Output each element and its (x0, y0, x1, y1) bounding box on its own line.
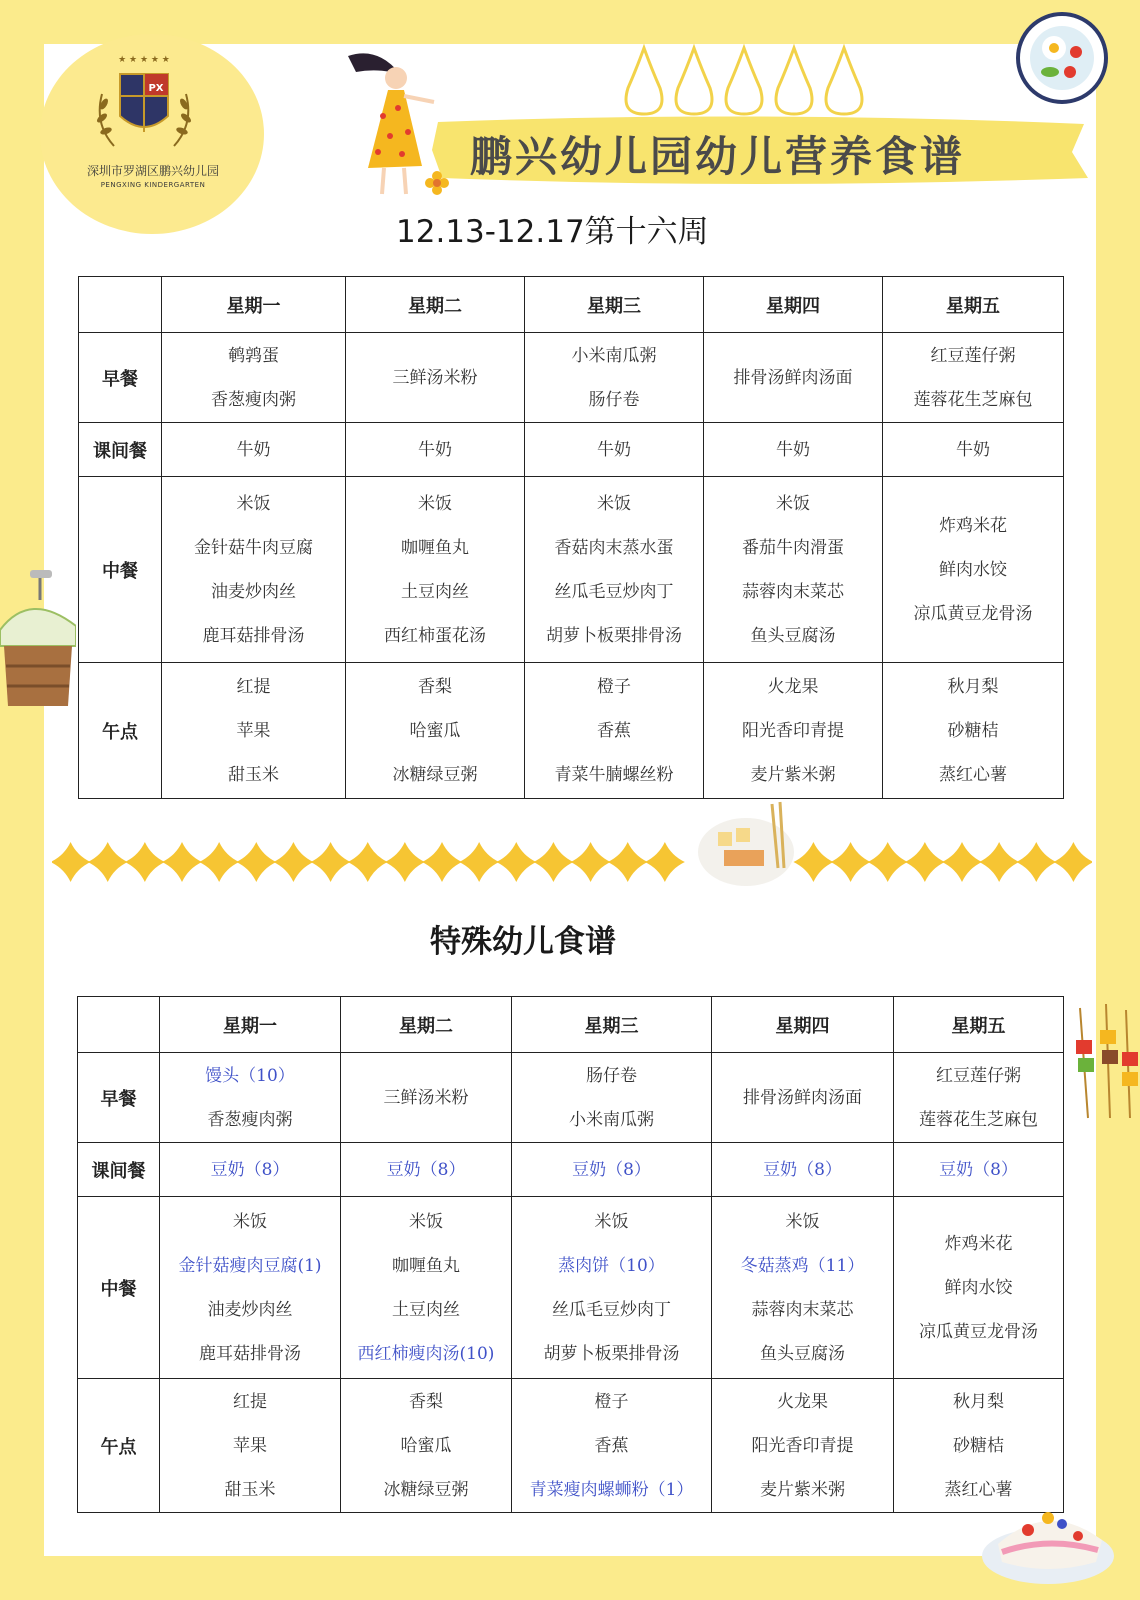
dish-item: 蒸红心薯 (939, 764, 1007, 785)
dish-item: 火龙果 (777, 1391, 828, 1412)
day-header: 星期二 (341, 997, 512, 1053)
dish-item: 秋月梨 (953, 1391, 1004, 1412)
dish-item: 米饭 (594, 1211, 629, 1232)
dish-item: 油麦炒肉丝 (211, 581, 296, 602)
dish-item: 三鲜汤米粉 (383, 1087, 469, 1108)
logo-badge-text: PX (148, 83, 164, 94)
dish-item: 咖喱鱼丸 (392, 1255, 460, 1276)
menu-cell (712, 1053, 894, 1143)
corner-cell (78, 997, 160, 1053)
menu-cell (894, 1143, 1064, 1197)
dish-item: 小米南瓜粥 (571, 345, 657, 366)
page-title: 鹏兴幼儿园幼儿营养食谱 (470, 132, 966, 181)
menu-cell (160, 1143, 341, 1197)
dish-item: 米饭 (409, 1211, 443, 1232)
special-menu-title: 特殊幼儿食谱 (430, 924, 616, 960)
star-shape (236, 842, 276, 882)
dish-item: 火龙果 (767, 676, 819, 697)
menu-cell (160, 1197, 341, 1379)
dish-item: 排骨汤鲜肉汤面 (743, 1087, 862, 1108)
dish-item: 米饭 (776, 493, 810, 514)
dish-item: 苹果 (236, 720, 271, 741)
dish-item: 肠仔卷 (586, 1065, 637, 1086)
meal-row (78, 1053, 1064, 1143)
menu-cell (162, 423, 346, 477)
star-shape (496, 842, 536, 882)
dish-item: 丝瓜毛豆炒肉丁 (554, 581, 674, 602)
dish-item: 鹿耳菇排骨汤 (199, 1343, 301, 1364)
day-header: 星期四 (704, 277, 883, 333)
dish-item: 米饭 (418, 493, 452, 514)
menu-cell (712, 1197, 894, 1379)
dish-item: 蒸红心薯 (944, 1479, 1013, 1500)
day-header: 星期二 (346, 277, 525, 333)
menu-cell (704, 477, 883, 663)
day-header: 星期五 (894, 997, 1064, 1053)
menu-cell (525, 663, 704, 799)
menu-cell (525, 333, 704, 423)
meal-label: 课间餐 (78, 1143, 160, 1197)
menu-cell (704, 663, 883, 799)
dish-item: 苹果 (233, 1435, 267, 1456)
dish-item: 阳光香印青提 (742, 720, 844, 741)
school-name-en: PENGXING KINDERGARTEN (100, 181, 206, 189)
menu-cell (512, 1197, 712, 1379)
menu-cell (712, 1143, 894, 1197)
dish-item: 油麦炒肉丝 (207, 1299, 293, 1320)
menu-cell (346, 423, 525, 477)
dish-item: 金针菇牛肉豆腐 (194, 537, 313, 558)
star-shape (422, 842, 462, 882)
dish-item: 牛奶 (418, 439, 452, 460)
dish-item: 米饭 (597, 493, 631, 514)
star-shape (979, 842, 1019, 882)
flower-icon (422, 168, 452, 198)
dish-item: 排骨汤鲜肉汤面 (733, 367, 853, 388)
dish-item: 甜玉米 (224, 1479, 276, 1500)
menu-cell (704, 423, 883, 477)
menu-cell (512, 1379, 712, 1513)
dish-item: 莲蓉花生芝麻包 (913, 389, 1033, 410)
dish-item: 鱼头豆腐汤 (750, 625, 836, 646)
star-shape (385, 842, 425, 882)
week-label: 12.13-12.17第十六周 (396, 214, 709, 250)
menu-cell (341, 1379, 512, 1513)
star-shape (1053, 842, 1092, 882)
salad-plate-illustration (1010, 8, 1110, 108)
dish-item: 红豆莲仔粥 (930, 345, 1016, 366)
dish-item: 凉瓜黄豆龙骨汤 (919, 1321, 1038, 1342)
dish-item: 豆奶（8） (939, 1159, 1018, 1180)
meal-label: 午点 (78, 1379, 160, 1513)
cake-plate-illustration (978, 1490, 1118, 1590)
dish-item: 橙子 (594, 1391, 629, 1412)
dish-item: 牛奶 (776, 439, 810, 460)
dish-item: 凉瓜黄豆龙骨汤 (913, 603, 1033, 624)
meal-row (79, 477, 1064, 663)
dish-item: 土豆肉丝 (392, 1299, 460, 1320)
day-header: 星期四 (712, 997, 894, 1053)
dish-item: 馒头（10） (205, 1065, 295, 1086)
star-shape (162, 842, 202, 882)
star-shape (905, 842, 945, 882)
star-shape (459, 842, 499, 882)
dish-item: 红豆莲仔粥 (936, 1065, 1021, 1086)
kebab-skewers-illustration (1066, 1000, 1140, 1120)
menu-cell (883, 663, 1064, 799)
menu-cell (512, 1143, 712, 1197)
dish-item: 香葱瘦肉粥 (207, 1109, 293, 1130)
meal-row (78, 1379, 1064, 1513)
menu-cell (341, 1143, 512, 1197)
dish-item: 莲蓉花生芝麻包 (919, 1109, 1038, 1130)
menu-cell (894, 1053, 1064, 1143)
dish-item: 牛奶 (597, 439, 631, 460)
corner-cell (79, 277, 162, 333)
dish-item: 豆奶（8） (763, 1159, 842, 1180)
dish-item: 胡萝卜板栗排骨汤 (543, 1343, 680, 1364)
dish-item: 冰糖绿豆粥 (392, 764, 478, 785)
menu-cell (512, 1053, 712, 1143)
star-shape (311, 842, 351, 882)
dish-item: 砂糖桔 (953, 1435, 1004, 1456)
dish-item: 香蕉 (597, 720, 631, 741)
dish-item: 西红柿蛋花汤 (384, 625, 486, 646)
star-divider (52, 840, 1092, 884)
meal-row (78, 1197, 1064, 1379)
star-shape (608, 842, 648, 882)
star-shape (1016, 842, 1056, 882)
dish-item: 青菜牛腩螺丝粉 (554, 764, 674, 785)
star-shape (88, 842, 128, 882)
dish-item: 番茄牛肉滑蛋 (742, 537, 844, 558)
day-header: 星期一 (160, 997, 341, 1053)
dish-item: 冰糖绿豆粥 (383, 1479, 469, 1500)
special-menu-table (77, 996, 1064, 1513)
meal-label: 早餐 (79, 333, 162, 423)
dish-item: 土豆肉丝 (401, 581, 469, 602)
dish-item: 米饭 (233, 1211, 267, 1232)
dish-item: 鱼头豆腐汤 (760, 1343, 845, 1364)
dish-item: 豆奶（8） (572, 1159, 651, 1180)
meal-row (79, 423, 1064, 477)
skewer-plate-illustration (694, 798, 804, 892)
dish-item: 香菇肉末蒸水蛋 (554, 537, 674, 558)
dish-item: 冬菇蒸鸡（11） (740, 1255, 865, 1276)
dish-item: 鲜肉水饺 (939, 559, 1007, 580)
meal-label: 课间餐 (79, 423, 162, 477)
star-shape (571, 842, 611, 882)
dish-item: 蒜蓉肉末菜芯 (751, 1299, 854, 1320)
menu-cell (883, 477, 1064, 663)
meal-label: 早餐 (78, 1053, 160, 1143)
star-shape (868, 842, 908, 882)
menu-cell (160, 1053, 341, 1143)
dish-item: 鲜肉水饺 (944, 1277, 1013, 1298)
dumpling-basket-illustration (0, 570, 76, 710)
svg-text:★ ★ ★ ★ ★: ★ ★ ★ ★ ★ (118, 55, 170, 65)
menu-cell (883, 423, 1064, 477)
menu-cell (162, 333, 346, 423)
day-header: 星期五 (883, 277, 1064, 333)
dish-item: 哈蜜瓜 (400, 1435, 452, 1456)
dish-item: 鹌鹑蛋 (228, 345, 279, 366)
menu-cell (712, 1379, 894, 1513)
star-shape (125, 842, 165, 882)
menu-cell (525, 477, 704, 663)
dish-item: 金针菇瘦肉豆腐(1) (178, 1255, 322, 1276)
dish-item: 秋月梨 (947, 676, 999, 697)
dish-item: 红提 (236, 676, 271, 697)
star-shape (942, 842, 982, 882)
menu-cell (704, 333, 883, 423)
dish-item: 蒜蓉肉末菜芯 (742, 581, 844, 602)
menu-cell (346, 333, 525, 423)
menu-cell (162, 477, 346, 663)
menu-cell (341, 1053, 512, 1143)
dish-item: 丝瓜毛豆炒肉丁 (552, 1299, 671, 1320)
dish-item: 香葱瘦肉粥 (211, 389, 296, 410)
star-shape (831, 842, 871, 882)
meal-row (79, 333, 1064, 423)
meal-label: 午点 (79, 663, 162, 799)
regular-menu-table (78, 276, 1064, 799)
dish-item: 米饭 (785, 1211, 820, 1232)
dish-item: 砂糖桔 (947, 720, 999, 741)
dish-item: 蒸肉饼（10） (558, 1255, 665, 1276)
dish-item: 豆奶（8） (386, 1159, 466, 1180)
dish-item: 红提 (233, 1391, 267, 1412)
school-name-cn: 深圳市罗湖区鹏兴幼儿园 (86, 164, 219, 178)
dish-item: 麦片紫米粥 (750, 764, 836, 785)
star-shape (348, 842, 388, 882)
dish-item: 香梨 (409, 1391, 443, 1412)
meal-label: 中餐 (79, 477, 162, 663)
star-shape (199, 842, 239, 882)
meal-label: 中餐 (78, 1197, 160, 1379)
dish-item: 胡萝卜板栗排骨汤 (546, 625, 682, 646)
dish-item: 鹿耳菇排骨汤 (202, 625, 305, 646)
dish-item: 牛奶 (236, 439, 271, 460)
star-shape (645, 842, 685, 882)
dish-item: 牛奶 (956, 439, 990, 460)
menu-cell (894, 1197, 1064, 1379)
dish-item: 橙子 (597, 676, 631, 697)
menu-cell (162, 663, 346, 799)
dish-item: 西红柿瘦肉汤(10) (357, 1343, 495, 1364)
dish-item: 小米南瓜粥 (569, 1109, 654, 1130)
dish-item: 香梨 (418, 676, 452, 697)
dish-item: 肠仔卷 (588, 389, 640, 410)
dish-item: 甜玉米 (228, 764, 279, 785)
day-header: 星期三 (512, 997, 712, 1053)
dish-item: 香蕉 (594, 1435, 629, 1456)
star-shape (533, 842, 573, 882)
dish-item: 米饭 (236, 493, 271, 514)
menu-cell (346, 663, 525, 799)
dish-item: 炸鸡米花 (944, 1233, 1013, 1254)
dish-item: 阳光香印青提 (751, 1435, 854, 1456)
school-laurel-logo (44, 34, 244, 164)
dish-item: 豆奶（8） (210, 1159, 290, 1180)
menu-cell (525, 423, 704, 477)
dish-item: 炸鸡米花 (939, 515, 1007, 536)
day-header: 星期一 (162, 277, 346, 333)
star-shape (273, 842, 313, 882)
dish-item: 麦片紫米粥 (760, 1479, 845, 1500)
menu-cell (346, 477, 525, 663)
dish-item: 青菜瘦肉螺蛳粉（1） (529, 1479, 694, 1500)
menu-cell (341, 1197, 512, 1379)
menu-cell (883, 333, 1064, 423)
meal-row (78, 1143, 1064, 1197)
menu-cell (160, 1379, 341, 1513)
dish-item: 三鲜汤米粉 (392, 367, 478, 388)
day-header: 星期三 (525, 277, 704, 333)
meal-row (79, 663, 1064, 799)
dish-item: 哈蜜瓜 (409, 720, 461, 741)
dish-item: 咖喱鱼丸 (401, 537, 469, 558)
pear-outline-decoration (620, 40, 870, 120)
star-shape (52, 842, 91, 882)
